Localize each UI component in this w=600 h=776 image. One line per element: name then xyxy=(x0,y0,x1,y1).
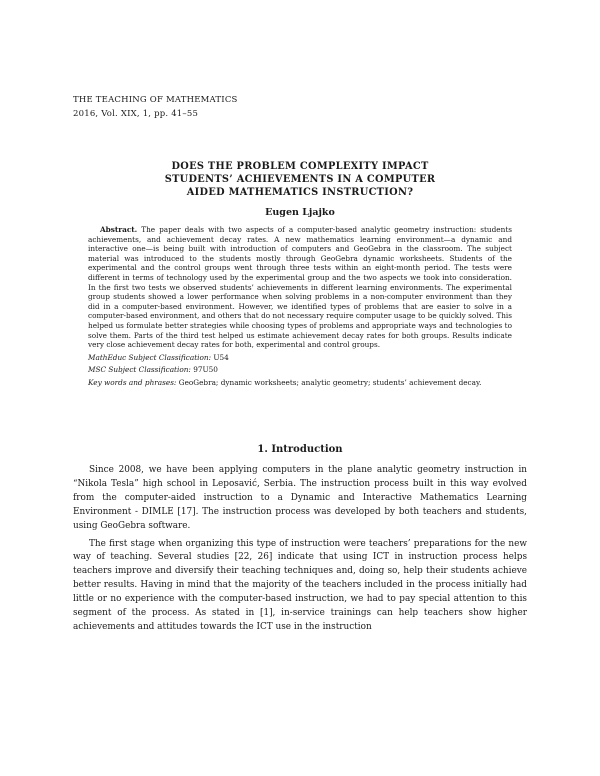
msc-label: MSC Subject Classification: xyxy=(88,365,191,375)
msc-classification xyxy=(88,365,512,375)
mathedu-classification xyxy=(88,353,512,363)
abstract-block xyxy=(88,225,512,388)
msc-value: 97U50 xyxy=(193,365,218,375)
author-name: Eugen Ljajko xyxy=(265,207,335,218)
title-line: DOES THE PROBLEM COMPLEXITY IMPACT xyxy=(171,161,429,172)
title-line: STUDENTS’ ACHIEVEMENTS IN A COMPUTER xyxy=(164,174,436,185)
section-heading: 1. Introduction xyxy=(257,444,343,455)
mathedu-value: U54 xyxy=(213,352,229,362)
paper-title xyxy=(73,160,527,199)
keywords xyxy=(88,378,512,388)
body-paragraph: The first stage when organizing this type of instruction were teachers’ preparations for the new way of teaching. Several studies [22, 26] indicate that using ICT in instruction process helps teachers improve and diversify their teaching techniques and, doing so, help their students achieve better results. Having in mind that the majority of the teachers included in the process initially had little or no experience with the computer-based instruction, we had to pay special attention to this segment of the process. As stated in [1], in-service trainings can help teachers show higher achievements and attitudes towards the ICT use in the instruction xyxy=(73,538,527,632)
abstract-text: The paper deals with two aspects of a computer-based analytic geometry instruction: students achievements, and achievement decay rates. A new mathematics learning environment—a dynamic and interactive one—is being built with introduction of computers and GeoGebra in the classroom. The subject material was introduced to the students mostly through GeoGebra dynamic worksheets. Students of the experimental and the control groups went through three tests within an eight-month period. The tests were different in terms of technology used by the experimental group and the two aspects we took into consideration. In the first two tests we observed students’ achievements in different learning environments. The experimental group students showed a lower performance when solving problems in a non-computer environment than they did in a computer-based environment. However, we identified types of problems that are easier to solve in a computer-based environment, and others that do not necessary require computer usage to be quickly solved. This helped us formulate better strategies while choosing types of problems and appropriate ways and technologies to solve them. Parts of the third test helped us estimate achievement decay rates for both groups. Results indicate very close achievement decay rates for both, experimental and control groups. xyxy=(88,225,512,350)
journal-name: THE TEACHING OF MATHEMATICS xyxy=(73,95,238,105)
journal-header xyxy=(73,93,238,121)
section-body xyxy=(73,464,527,639)
journal-issue: 2016, Vol. XIX, 1, pp. 41–55 xyxy=(73,109,199,119)
title-line: AIDED MATHEMATICS INSTRUCTION? xyxy=(186,187,414,198)
mathedu-label: MathEduc Subject Classification: xyxy=(88,352,212,362)
body-paragraph: Since 2008, we have been applying computers in the plane analytic geometry instruction in “Nikola Tesla” high school in Leposavić, Serbia. The instruction process built in this way evolved from the computer-aided instruction to a Dynamic and Interactive Mathematics Learning Environment - DIMLE [17]. The instruction process was developed by both teachers and students, using GeoGebra software. xyxy=(73,465,527,531)
keywords-label: Key words and phrases: xyxy=(88,377,177,387)
keywords-value: GeoGebra; dynamic worksheets; analytic geometry; students’ achievement decay. xyxy=(178,377,482,387)
abstract-paragraph xyxy=(88,225,512,350)
abstract-label: Abstract. xyxy=(100,225,138,234)
